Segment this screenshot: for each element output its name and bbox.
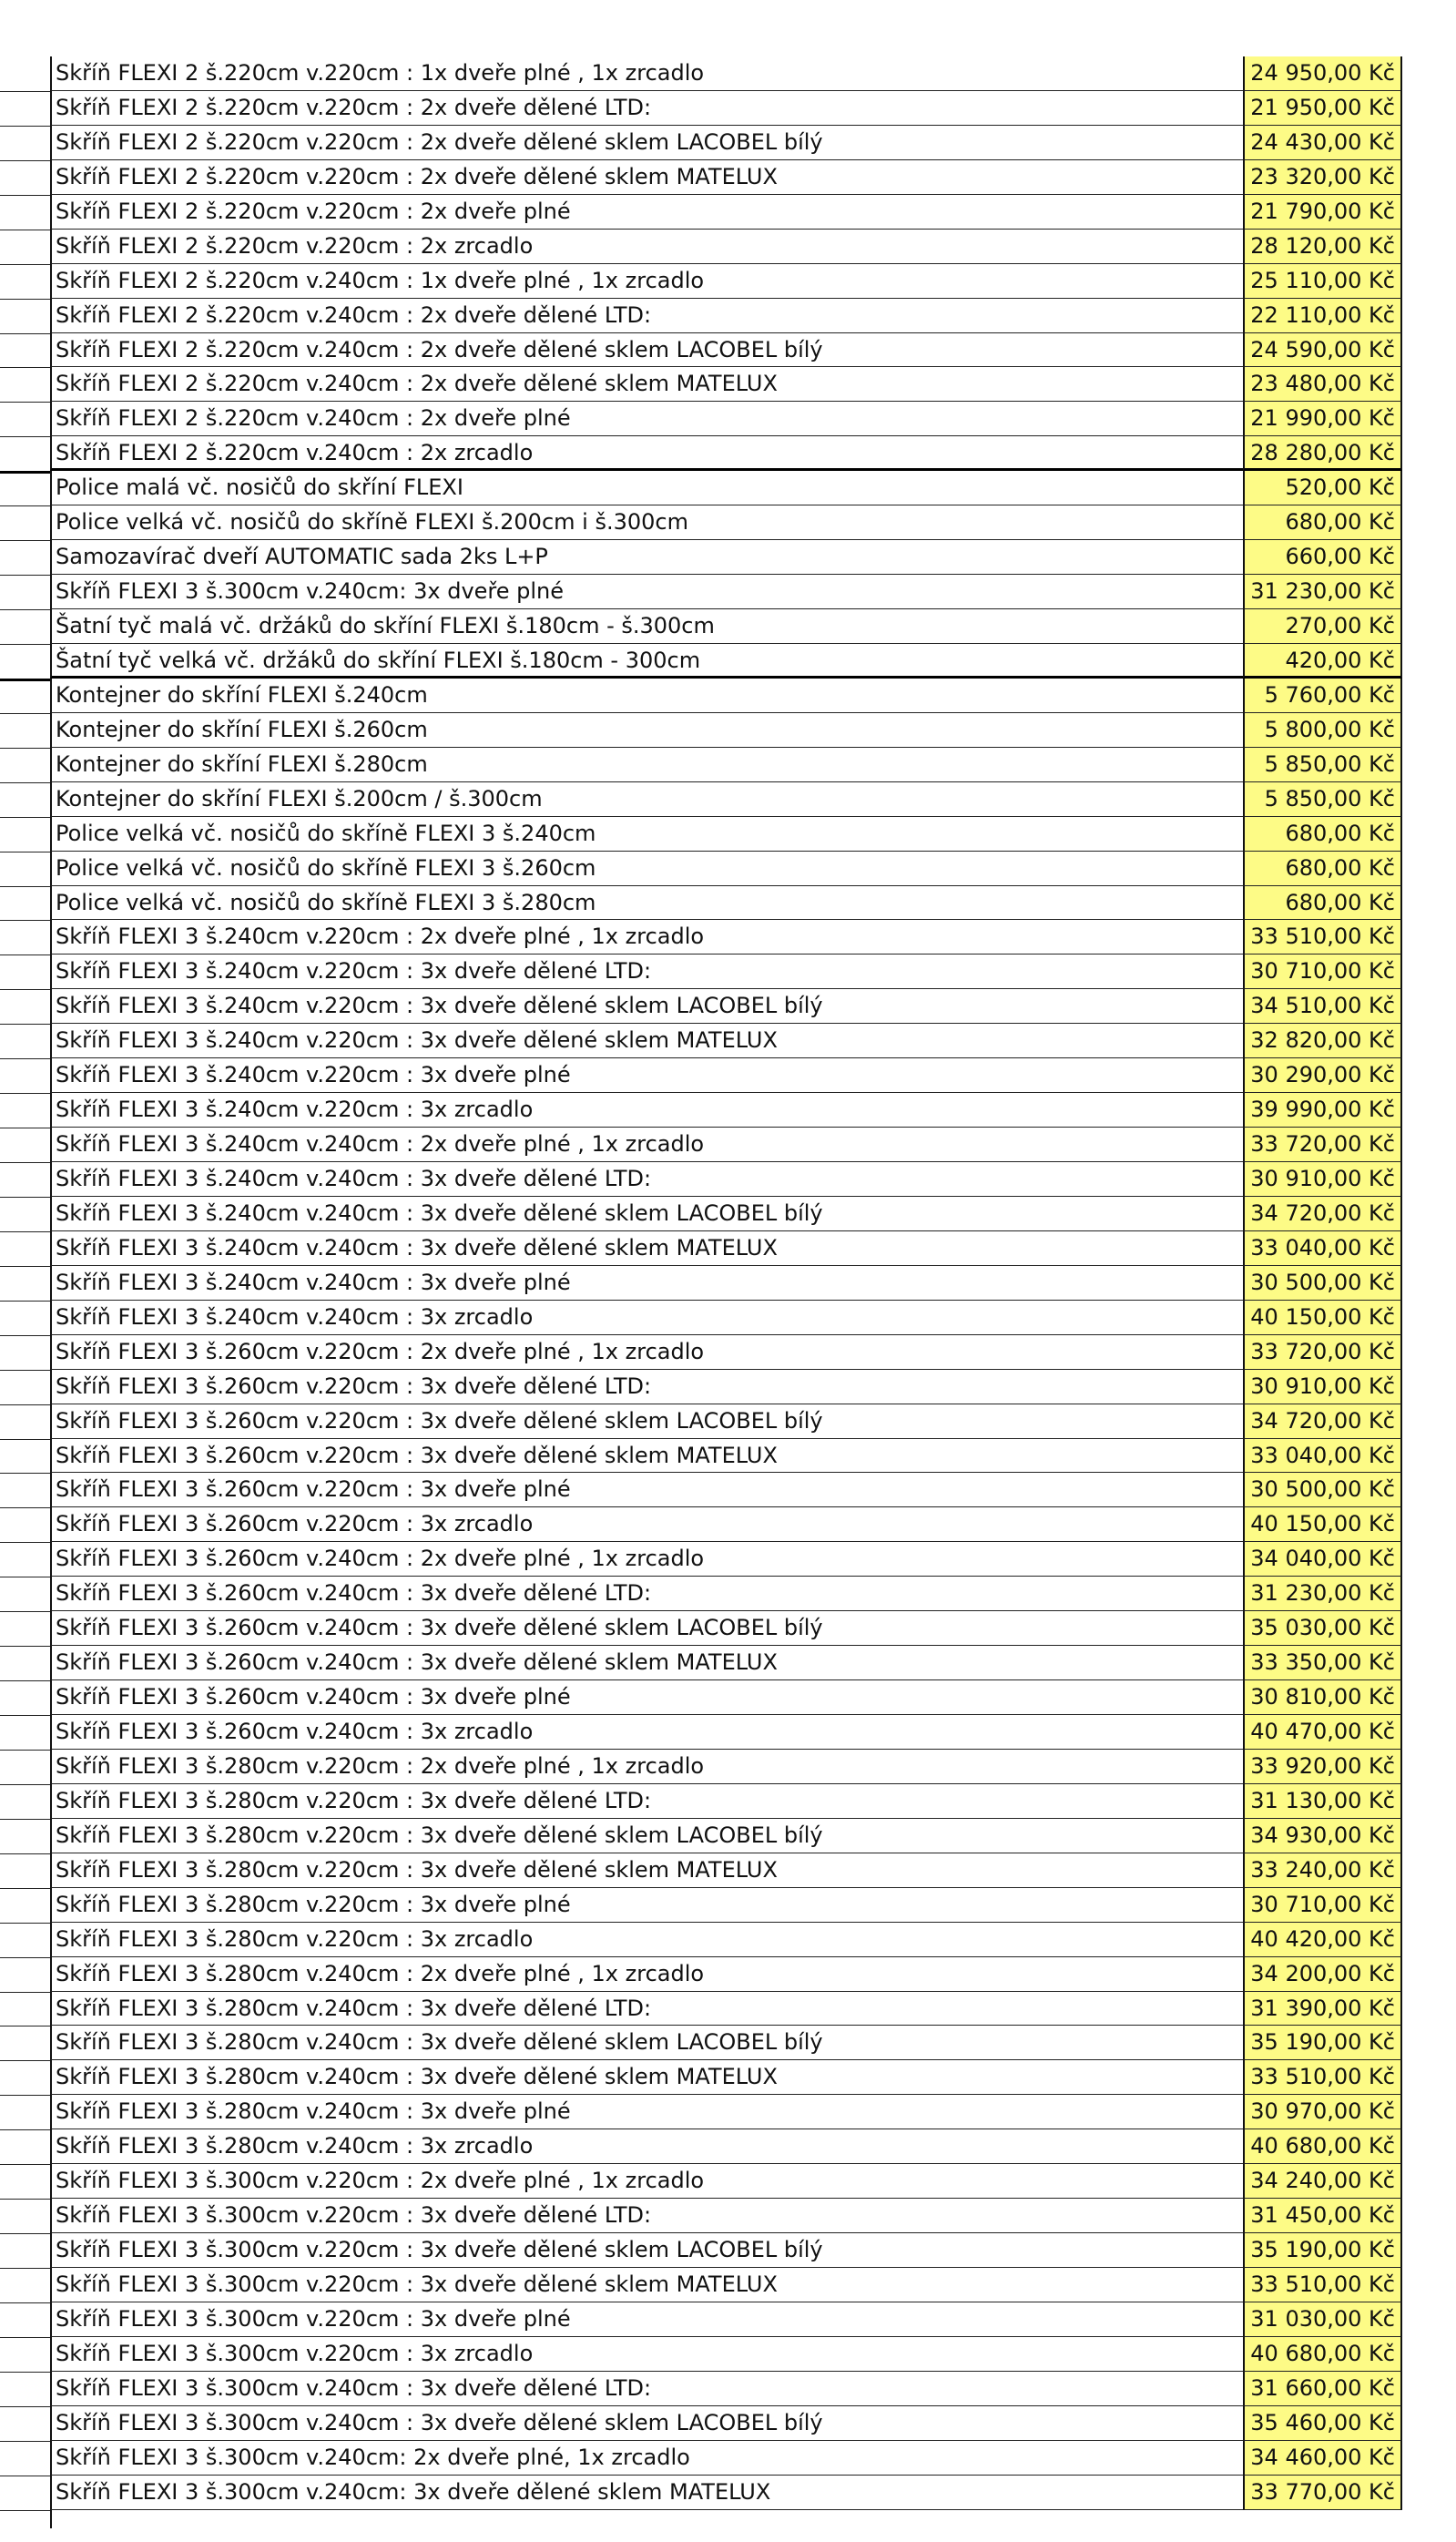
table-row — [0, 920, 1411, 955]
item-price: 31 230,00 Kč — [1243, 575, 1402, 609]
table-row — [0, 195, 1411, 230]
table-row — [0, 1577, 1411, 1611]
table-row — [0, 748, 1411, 782]
row-margin-rule — [0, 1680, 50, 1716]
item-description: Skříň FLEXI 3 š.240cm v.220cm : 3x dveře dělené sklem LACOBEL bílý — [50, 989, 1243, 1024]
table-row — [0, 782, 1411, 817]
table-row — [0, 1819, 1411, 1853]
item-price: 30 290,00 Kč — [1243, 1058, 1402, 1093]
table-row — [0, 575, 1411, 609]
table-row — [0, 2337, 1411, 2372]
item-price: 40 680,00 Kč — [1243, 2337, 1402, 2372]
item-price: 32 820,00 Kč — [1243, 1024, 1402, 1058]
table-row — [0, 679, 1411, 713]
item-description: Skříň FLEXI 2 š.220cm v.240cm : 2x dveře plné — [50, 402, 1243, 436]
row-margin-rule — [0, 2476, 50, 2511]
item-price: 5 850,00 Kč — [1243, 748, 1402, 782]
item-price: 30 710,00 Kč — [1243, 955, 1402, 989]
item-price: 34 040,00 Kč — [1243, 1542, 1402, 1577]
item-description: Skříň FLEXI 3 š.260cm v.240cm : 3x dveře plné — [50, 1680, 1243, 1715]
item-price: 33 720,00 Kč — [1243, 1128, 1402, 1162]
item-description: Samozavírač dveří AUTOMATIC sada 2ks L+P — [50, 540, 1243, 575]
row-margin-rule — [0, 1404, 50, 1440]
item-price: 40 150,00 Kč — [1243, 1507, 1402, 1542]
row-margin-rule — [0, 1750, 50, 1785]
item-price: 21 790,00 Kč — [1243, 195, 1402, 230]
row-margin-rule — [0, 2060, 50, 2096]
item-price: 40 150,00 Kč — [1243, 1301, 1402, 1335]
table-row — [0, 1542, 1411, 1577]
table-row — [0, 2233, 1411, 2268]
item-description: Police malá vč. nosičů do skříní FLEXI — [50, 471, 1243, 505]
item-price: 34 510,00 Kč — [1243, 989, 1402, 1024]
item-description: Skříň FLEXI 2 š.220cm v.240cm : 2x dveře dělené sklem MATELUX — [50, 367, 1243, 402]
item-price: 420,00 Kč — [1243, 644, 1402, 679]
table-row — [0, 2129, 1411, 2164]
table-row — [0, 1680, 1411, 1715]
item-description: Šatní tyč malá vč. držáků do skříní FLEXI š.180cm - š.300cm — [50, 609, 1243, 644]
row-margin-rule — [0, 713, 50, 749]
table-row — [0, 886, 1411, 921]
row-margin-rule — [0, 91, 50, 127]
item-price: 21 990,00 Kč — [1243, 402, 1402, 436]
item-price: 23 320,00 Kč — [1243, 160, 1402, 195]
item-description: Skříň FLEXI 3 š.300cm v.240cm : 3x dveře dělené LTD: — [50, 2372, 1243, 2406]
item-price: 35 030,00 Kč — [1243, 1611, 1402, 1646]
item-price: 34 930,00 Kč — [1243, 1819, 1402, 1853]
item-description: Skříň FLEXI 3 š.260cm v.240cm : 3x zrcadlo — [50, 1715, 1243, 1750]
row-margin-rule — [0, 2406, 50, 2442]
row-margin-rule — [0, 2337, 50, 2373]
item-description: Skříň FLEXI 3 š.260cm v.240cm : 3x dveře dělené sklem LACOBEL bílý — [50, 1611, 1243, 1646]
item-price: 5 800,00 Kč — [1243, 713, 1402, 748]
row-margin-rule — [0, 2199, 50, 2234]
table-row — [0, 2476, 1411, 2510]
item-description: Skříň FLEXI 3 š.260cm v.240cm : 3x dveře dělené sklem MATELUX — [50, 1646, 1243, 1680]
row-margin-rule — [0, 299, 50, 334]
price-list-table — [0, 56, 1411, 2510]
row-margin-rule — [0, 1439, 50, 1475]
table-row — [0, 1507, 1411, 1542]
row-margin-rule — [0, 989, 50, 1025]
item-price: 660,00 Kč — [1243, 540, 1402, 575]
item-description: Skříň FLEXI 3 š.260cm v.220cm : 3x zrcadlo — [50, 1507, 1243, 1542]
item-description: Skříň FLEXI 3 š.280cm v.240cm : 3x zrcadlo — [50, 2129, 1243, 2164]
item-price: 33 350,00 Kč — [1243, 1646, 1402, 1680]
row-margin-rule — [0, 1473, 50, 1508]
item-price: 33 770,00 Kč — [1243, 2476, 1402, 2510]
row-margin-rule — [0, 2026, 50, 2061]
table-row — [0, 1611, 1411, 1646]
row-margin-rule — [0, 1992, 50, 2027]
table-row — [0, 2302, 1411, 2337]
item-description: Skříň FLEXI 3 š.240cm v.220cm : 3x dveře dělené sklem MATELUX — [50, 1024, 1243, 1058]
table-row — [0, 1197, 1411, 1231]
row-margin-rule — [0, 679, 50, 714]
row-margin-rule — [0, 1611, 50, 1647]
item-price: 30 810,00 Kč — [1243, 1680, 1402, 1715]
row-margin-rule — [0, 2095, 50, 2130]
item-description: Skříň FLEXI 3 š.300cm v.240cm: 2x dveře plné, 1x zrcadlo — [50, 2441, 1243, 2476]
item-description: Skříň FLEXI 3 š.240cm v.220cm : 2x dveře plné , 1x zrcadlo — [50, 920, 1243, 955]
item-price: 35 190,00 Kč — [1243, 2233, 1402, 2268]
row-margin-rule — [0, 56, 50, 92]
item-description: Skříň FLEXI 3 š.300cm v.220cm : 3x dveře plné — [50, 2302, 1243, 2337]
item-price: 30 970,00 Kč — [1243, 2095, 1402, 2129]
item-price: 680,00 Kč — [1243, 886, 1402, 921]
table-row — [0, 540, 1411, 575]
item-price: 31 390,00 Kč — [1243, 1992, 1402, 2026]
table-row — [0, 1162, 1411, 1197]
item-price: 24 430,00 Kč — [1243, 126, 1402, 160]
table-row — [0, 91, 1411, 126]
row-margin-rule — [0, 2302, 50, 2338]
item-description: Skříň FLEXI 3 š.280cm v.220cm : 3x dveře dělené LTD: — [50, 1784, 1243, 1819]
table-row — [0, 1715, 1411, 1750]
row-margin-rule — [0, 1577, 50, 1612]
item-description: Skříň FLEXI 3 š.280cm v.240cm : 2x dveře plné , 1x zrcadlo — [50, 1957, 1243, 1992]
row-margin-rule — [0, 333, 50, 369]
table-row — [0, 299, 1411, 333]
row-margin-rule — [0, 505, 50, 541]
item-description: Skříň FLEXI 3 š.260cm v.220cm : 3x dveře dělené sklem MATELUX — [50, 1439, 1243, 1474]
item-price: 35 190,00 Kč — [1243, 2026, 1402, 2060]
item-price: 520,00 Kč — [1243, 471, 1402, 505]
row-margin-rule — [0, 1370, 50, 1405]
item-description: Skříň FLEXI 3 š.300cm v.240cm: 3x dveře plné — [50, 575, 1243, 609]
item-price: 34 720,00 Kč — [1243, 1404, 1402, 1439]
row-margin-rule — [0, 1058, 50, 1094]
item-price: 31 660,00 Kč — [1243, 2372, 1402, 2406]
item-description: Skříň FLEXI 3 š.300cm v.220cm : 3x zrcadlo — [50, 2337, 1243, 2372]
table-row — [0, 160, 1411, 195]
item-price: 40 420,00 Kč — [1243, 1923, 1402, 1957]
table-row — [0, 367, 1411, 402]
item-price: 40 680,00 Kč — [1243, 2129, 1402, 2164]
row-margin-rule — [0, 1231, 50, 1267]
table-row — [0, 1992, 1411, 2026]
item-price: 35 460,00 Kč — [1243, 2406, 1402, 2441]
row-margin-rule — [0, 1542, 50, 1577]
row-margin-rule — [0, 2268, 50, 2303]
item-description: Skříň FLEXI 3 š.260cm v.240cm : 2x dveře plné , 1x zrcadlo — [50, 1542, 1243, 1577]
row-margin-rule — [0, 402, 50, 437]
row-margin-rule — [0, 1784, 50, 1820]
row-margin-rule — [0, 1923, 50, 1958]
row-margin-rule — [0, 955, 50, 990]
item-description: Kontejner do skříní FLEXI š.280cm — [50, 748, 1243, 782]
row-margin-rule — [0, 2372, 50, 2407]
row-margin-rule — [0, 1266, 50, 1302]
table-row — [0, 955, 1411, 989]
table-row — [0, 1784, 1411, 1819]
row-margin-rule — [0, 1646, 50, 1681]
item-price: 33 040,00 Kč — [1243, 1439, 1402, 1474]
table-row — [0, 1923, 1411, 1957]
row-margin-rule — [0, 195, 50, 230]
table-row — [0, 1888, 1411, 1923]
table-row — [0, 2268, 1411, 2302]
item-description: Kontejner do skříní FLEXI š.260cm — [50, 713, 1243, 748]
item-description: Police velká vč. nosičů do skříně FLEXI š.200cm i š.300cm — [50, 505, 1243, 540]
row-margin-rule — [0, 230, 50, 265]
item-price: 30 910,00 Kč — [1243, 1162, 1402, 1197]
table-row — [0, 817, 1411, 852]
table-row — [0, 2095, 1411, 2129]
item-description: Skříň FLEXI 3 š.300cm v.240cm: 3x dveře dělené sklem MATELUX — [50, 2476, 1243, 2510]
table-row — [0, 2026, 1411, 2060]
row-margin-rule — [0, 436, 50, 474]
row-margin-rule — [0, 1715, 50, 1751]
item-price: 31 030,00 Kč — [1243, 2302, 1402, 2337]
item-description: Skříň FLEXI 3 š.240cm v.240cm : 3x dveře dělené sklem LACOBEL bílý — [50, 1197, 1243, 1231]
item-price: 31 230,00 Kč — [1243, 1577, 1402, 1611]
item-description: Skříň FLEXI 3 š.260cm v.220cm : 3x dveře dělené LTD: — [50, 1370, 1243, 1404]
item-price: 30 500,00 Kč — [1243, 1266, 1402, 1301]
item-price: 24 950,00 Kč — [1243, 56, 1402, 91]
item-description: Skříň FLEXI 3 š.280cm v.220cm : 2x dveře plné , 1x zrcadlo — [50, 1750, 1243, 1784]
item-description: Skříň FLEXI 2 š.220cm v.220cm : 1x dveře plné , 1x zrcadlo — [50, 56, 1243, 91]
row-margin-rule — [0, 126, 50, 161]
row-margin-rule — [0, 1162, 50, 1198]
table-row — [0, 609, 1411, 644]
table-row — [0, 402, 1411, 436]
item-description: Skříň FLEXI 3 š.240cm v.240cm : 3x zrcadlo — [50, 1301, 1243, 1335]
item-description: Kontejner do skříní FLEXI š.200cm / š.300cm — [50, 782, 1243, 817]
item-price: 680,00 Kč — [1243, 817, 1402, 852]
row-margin-rule — [0, 748, 50, 783]
table-row — [0, 333, 1411, 368]
item-price: 270,00 Kč — [1243, 609, 1402, 644]
item-price: 680,00 Kč — [1243, 505, 1402, 540]
table-row — [0, 1853, 1411, 1888]
table-row — [0, 1404, 1411, 1439]
row-margin-rule — [0, 264, 50, 300]
item-description: Skříň FLEXI 3 š.280cm v.220cm : 3x dveře dělené sklem LACOBEL bílý — [50, 1819, 1243, 1853]
item-price: 30 910,00 Kč — [1243, 1370, 1402, 1404]
table-row — [0, 1128, 1411, 1162]
item-price: 5 760,00 Kč — [1243, 679, 1402, 713]
item-price: 34 460,00 Kč — [1243, 2441, 1402, 2476]
item-description: Skříň FLEXI 3 š.280cm v.220cm : 3x dveře dělené sklem MATELUX — [50, 1853, 1243, 1888]
item-price: 30 710,00 Kč — [1243, 1888, 1402, 1923]
row-margin-rule — [0, 2164, 50, 2200]
item-description: Skříň FLEXI 3 š.260cm v.220cm : 3x dveře plné — [50, 1473, 1243, 1507]
item-description: Skříň FLEXI 2 š.220cm v.240cm : 2x dveře dělené LTD: — [50, 299, 1243, 333]
item-description: Skříň FLEXI 3 š.300cm v.220cm : 3x dveře dělené sklem LACOBEL bílý — [50, 2233, 1243, 2268]
table-row — [0, 1370, 1411, 1404]
item-description: Skříň FLEXI 2 š.220cm v.220cm : 2x dveře dělené sklem MATELUX — [50, 160, 1243, 195]
item-description: Police velká vč. nosičů do skříně FLEXI 3 š.280cm — [50, 886, 1243, 921]
item-price: 22 110,00 Kč — [1243, 299, 1402, 333]
row-margin-rule — [0, 609, 50, 645]
table-row — [0, 1231, 1411, 1266]
item-description: Skříň FLEXI 3 š.280cm v.220cm : 3x zrcadlo — [50, 1923, 1243, 1957]
table-row — [0, 1957, 1411, 1992]
row-margin-rule — [0, 1197, 50, 1232]
table-row — [0, 471, 1411, 505]
item-description: Skříň FLEXI 3 š.300cm v.220cm : 3x dveře dělené LTD: — [50, 2199, 1243, 2233]
item-price: 31 130,00 Kč — [1243, 1784, 1402, 1819]
row-margin-rule — [0, 1507, 50, 1543]
item-description: Skříň FLEXI 2 š.220cm v.240cm : 1x dveře plné , 1x zrcadlo — [50, 264, 1243, 299]
item-description: Skříň FLEXI 3 š.300cm v.240cm : 3x dveře dělené sklem LACOBEL bílý — [50, 2406, 1243, 2441]
row-margin-rule — [0, 1301, 50, 1336]
table-row — [0, 1335, 1411, 1370]
row-margin-rule — [0, 1128, 50, 1163]
table-row — [0, 505, 1411, 540]
item-price: 24 590,00 Kč — [1243, 333, 1402, 368]
table-row — [0, 2164, 1411, 2199]
item-description: Šatní tyč velká vč. držáků do skříní FLEXI š.180cm - 300cm — [50, 644, 1243, 679]
row-margin-rule — [0, 367, 50, 403]
item-price: 33 510,00 Kč — [1243, 2268, 1402, 2302]
item-description: Skříň FLEXI 2 š.220cm v.220cm : 2x dveře plné — [50, 195, 1243, 230]
table-row — [0, 644, 1411, 679]
table-row — [0, 713, 1411, 748]
item-price: 33 510,00 Kč — [1243, 920, 1402, 955]
table-row — [0, 2060, 1411, 2095]
item-price: 30 500,00 Kč — [1243, 1473, 1402, 1507]
row-margin-rule — [0, 1888, 50, 1924]
row-margin-rule — [0, 1853, 50, 1889]
item-price: 33 920,00 Kč — [1243, 1750, 1402, 1784]
item-price: 33 240,00 Kč — [1243, 1853, 1402, 1888]
table-row — [0, 264, 1411, 299]
item-price: 33 720,00 Kč — [1243, 1335, 1402, 1370]
item-description: Police velká vč. nosičů do skříně FLEXI 3 š.260cm — [50, 852, 1243, 886]
row-margin-rule — [0, 2129, 50, 2165]
item-description: Skříň FLEXI 3 š.260cm v.220cm : 3x dveře dělené sklem LACOBEL bílý — [50, 1404, 1243, 1439]
item-price: 33 510,00 Kč — [1243, 2060, 1402, 2095]
item-price: 21 950,00 Kč — [1243, 91, 1402, 126]
item-description: Skříň FLEXI 3 š.300cm v.220cm : 3x dveře dělené sklem MATELUX — [50, 2268, 1243, 2302]
table-row — [0, 126, 1411, 160]
item-description: Skříň FLEXI 2 š.220cm v.220cm : 2x dveře dělené sklem LACOBEL bílý — [50, 126, 1243, 160]
row-margin-rule — [0, 644, 50, 681]
item-price: 23 480,00 Kč — [1243, 367, 1402, 402]
row-margin-rule — [0, 2233, 50, 2269]
row-margin-rule — [0, 2441, 50, 2476]
item-price: 31 450,00 Kč — [1243, 2199, 1402, 2233]
table-row — [0, 2372, 1411, 2406]
item-description: Skříň FLEXI 2 š.220cm v.240cm : 2x zrcadlo — [50, 436, 1243, 471]
row-margin-rule — [0, 160, 50, 196]
item-description: Skříň FLEXI 3 š.240cm v.220cm : 3x dveře dělené LTD: — [50, 955, 1243, 989]
item-price: 34 240,00 Kč — [1243, 2164, 1402, 2199]
item-description: Police velká vč. nosičů do skříně FLEXI 3 š.240cm — [50, 817, 1243, 852]
item-price: 25 110,00 Kč — [1243, 264, 1402, 299]
item-price: 28 280,00 Kč — [1243, 436, 1402, 471]
item-description: Skříň FLEXI 3 š.240cm v.220cm : 3x dveře plné — [50, 1058, 1243, 1093]
item-price: 34 200,00 Kč — [1243, 1957, 1402, 1992]
item-description: Skříň FLEXI 3 š.240cm v.220cm : 3x zrcadlo — [50, 1093, 1243, 1128]
table-row — [0, 1646, 1411, 1680]
item-description: Skříň FLEXI 3 š.240cm v.240cm : 2x dveře plné , 1x zrcadlo — [50, 1128, 1243, 1162]
item-price: 33 040,00 Kč — [1243, 1231, 1402, 1266]
table-row — [0, 1750, 1411, 1784]
item-description: Skříň FLEXI 3 š.280cm v.240cm : 3x dveře dělené LTD: — [50, 1992, 1243, 2026]
item-price: 680,00 Kč — [1243, 852, 1402, 886]
item-description: Skříň FLEXI 2 š.220cm v.240cm : 2x dveře dělené sklem LACOBEL bílý — [50, 333, 1243, 368]
row-margin-rule — [0, 782, 50, 818]
table-row — [0, 2441, 1411, 2476]
row-margin-rule — [0, 1093, 50, 1128]
table-row — [0, 852, 1411, 886]
row-margin-rule — [0, 575, 50, 610]
item-price: 39 990,00 Kč — [1243, 1093, 1402, 1128]
item-description: Skříň FLEXI 3 š.260cm v.240cm : 3x dveře dělené LTD: — [50, 1577, 1243, 1611]
row-margin-rule — [0, 540, 50, 576]
row-margin-rule — [0, 886, 50, 922]
table-row — [0, 2406, 1411, 2441]
item-price: 5 850,00 Kč — [1243, 782, 1402, 817]
item-description: Skříň FLEXI 3 š.280cm v.220cm : 3x dveře plné — [50, 1888, 1243, 1923]
table-row — [0, 436, 1411, 471]
row-margin-rule — [0, 817, 50, 852]
table-row — [0, 1024, 1411, 1058]
table-row — [0, 1093, 1411, 1128]
row-margin-rule — [0, 1819, 50, 1854]
item-description: Skříň FLEXI 3 š.240cm v.240cm : 3x dveře dělené LTD: — [50, 1162, 1243, 1197]
item-description: Skříň FLEXI 2 š.220cm v.220cm : 2x dveře dělené LTD: — [50, 91, 1243, 126]
table-row — [0, 56, 1411, 91]
item-description: Kontejner do skříní FLEXI š.240cm — [50, 679, 1243, 713]
table-row — [0, 1058, 1411, 1093]
table-row — [0, 1266, 1411, 1301]
item-description: Skříň FLEXI 2 š.220cm v.220cm : 2x zrcadlo — [50, 230, 1243, 264]
item-description: Skříň FLEXI 3 š.240cm v.240cm : 3x dveře plné — [50, 1266, 1243, 1301]
item-price: 28 120,00 Kč — [1243, 230, 1402, 264]
item-description: Skříň FLEXI 3 š.260cm v.220cm : 2x dveře plné , 1x zrcadlo — [50, 1335, 1243, 1370]
item-description: Skříň FLEXI 3 š.240cm v.240cm : 3x dveře dělené sklem MATELUX — [50, 1231, 1243, 1266]
row-margin-rule — [0, 471, 50, 506]
table-continuation-line — [50, 2510, 52, 2528]
table-row — [0, 1473, 1411, 1507]
table-row — [0, 989, 1411, 1024]
item-description: Skříň FLEXI 3 š.300cm v.220cm : 2x dveře plné , 1x zrcadlo — [50, 2164, 1243, 2199]
row-margin-rule — [0, 852, 50, 887]
table-row — [0, 1301, 1411, 1335]
table-row — [0, 2199, 1411, 2233]
item-description: Skříň FLEXI 3 š.280cm v.240cm : 3x dveře plné — [50, 2095, 1243, 2129]
item-description: Skříň FLEXI 3 š.280cm v.240cm : 3x dveře dělené sklem MATELUX — [50, 2060, 1243, 2095]
item-price: 40 470,00 Kč — [1243, 1715, 1402, 1750]
row-margin-rule — [0, 920, 50, 955]
row-margin-rule — [0, 1957, 50, 1993]
table-row — [0, 230, 1411, 264]
item-description: Skříň FLEXI 3 š.280cm v.240cm : 3x dveře dělené sklem LACOBEL bílý — [50, 2026, 1243, 2060]
row-margin-rule — [0, 1335, 50, 1371]
row-margin-rule — [0, 1024, 50, 1059]
table-row — [0, 1439, 1411, 1474]
item-price: 34 720,00 Kč — [1243, 1197, 1402, 1231]
